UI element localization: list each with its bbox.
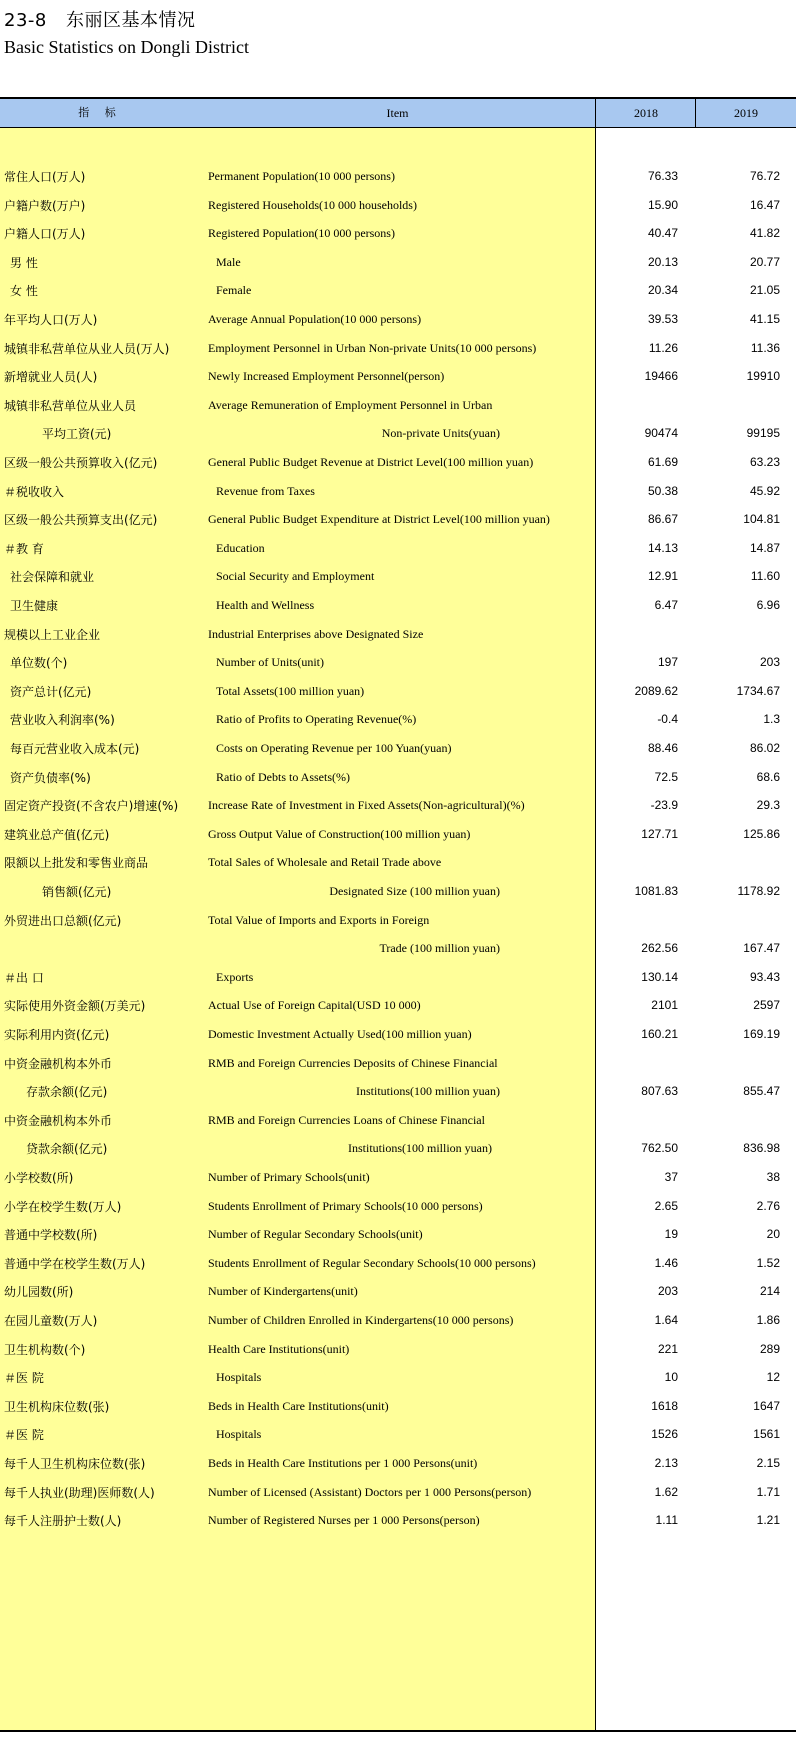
value-2018: 15.90 xyxy=(647,197,678,212)
indicator-zh: 年平均人口(万人) xyxy=(4,313,98,327)
indicator-zh: 中资金融机构本外币 xyxy=(4,1113,113,1128)
item-en: Permanent Population(10 000 persons) xyxy=(208,169,395,183)
table-row xyxy=(0,1132,796,1164)
value-2018: 1.46 xyxy=(654,1255,678,1270)
value-2018: 90474 xyxy=(644,426,678,441)
item-en: General Public Budget Expenditure at District Level(100 million yuan) xyxy=(208,512,550,527)
value-2018: 20.13 xyxy=(647,254,678,269)
table-row xyxy=(0,1275,796,1307)
value-2018: 262.56 xyxy=(641,941,678,956)
value-2019: 20.77 xyxy=(749,254,780,269)
indicator-zh: 每千人注册护士数(人) xyxy=(4,1514,122,1529)
value-2018: 1.62 xyxy=(654,1484,678,1499)
item-en: Domestic Investment Actually Used(100 million yuan) xyxy=(208,1027,472,1041)
header-item: Item xyxy=(386,106,409,120)
item-en: Students Enrollment of Primary Schools(10 000 persons) xyxy=(208,1198,483,1213)
value-2018: 39.53 xyxy=(647,312,678,326)
table-row xyxy=(0,703,796,735)
indicator-zh: 普通中学校数(所) xyxy=(4,1228,98,1243)
indicator-zh: 女 性 xyxy=(10,284,38,299)
value-2018: 762.50 xyxy=(641,1141,678,1156)
item-en: Newly Increased Employment Personnel(person) xyxy=(208,369,445,384)
item-en: Number of Kindergartens(unit) xyxy=(208,1284,358,1299)
indicator-zh: 每百元营业收入成本(元) xyxy=(10,742,140,756)
value-2018: 72.5 xyxy=(654,769,678,784)
table-row xyxy=(0,532,796,564)
table-row xyxy=(0,589,796,621)
indicator-zh: 小学校数(所) xyxy=(4,1171,74,1185)
item-en: Total Assets(100 million yuan) xyxy=(216,683,365,698)
table-row xyxy=(0,818,796,850)
item-en: Number of Registered Nurses per 1 000 Persons(person) xyxy=(208,1513,480,1528)
item-en: Registered Households(10 000 households) xyxy=(208,197,417,212)
value-2019: 41.15 xyxy=(749,312,780,326)
indicator-zh: 贷款余额(亿元) xyxy=(26,1142,108,1157)
value-2019: 169.19 xyxy=(743,1027,780,1041)
table-row xyxy=(0,1476,796,1508)
table-row xyxy=(0,989,796,1021)
statistics-table xyxy=(0,97,796,1529)
value-2019: 1647 xyxy=(753,1398,780,1413)
table-title-zh-text: 东丽区基本情况 xyxy=(66,10,196,31)
table-row xyxy=(0,1104,796,1136)
indicator-zh: 卫生机构数(个) xyxy=(4,1342,86,1357)
table-row xyxy=(0,1304,796,1336)
indicator-zh: 新增就业人员(人) xyxy=(4,370,98,385)
item-en: Designated Size (100 million yuan) xyxy=(329,884,500,898)
value-2018: 1618 xyxy=(651,1398,678,1413)
table-row xyxy=(0,1161,796,1193)
header-year-2018: 2018 xyxy=(595,99,696,127)
value-2019: 203 xyxy=(759,655,780,670)
item-en: Ratio of Debts to Assets(%) xyxy=(216,769,350,784)
indicator-zh: 城镇非私营单位从业人员(万人) xyxy=(4,341,170,356)
indicator-zh: 营业收入利润率(%) xyxy=(10,713,115,728)
table-bottom-rule xyxy=(0,1730,796,1732)
item-en: Male xyxy=(216,254,241,269)
item-en: Institutions(100 million yuan) xyxy=(348,1141,492,1156)
table-row xyxy=(0,332,796,364)
value-2018: 6.47 xyxy=(654,598,678,612)
value-2019: 29.3 xyxy=(756,798,780,813)
value-2018: 203 xyxy=(657,1284,678,1299)
indicator-zh: 男 性 xyxy=(10,255,38,270)
indicator-zh: ＃医 院 xyxy=(4,1371,44,1386)
value-2019: 836.98 xyxy=(743,1141,780,1156)
indicator-zh: 单位数(个) xyxy=(10,656,68,671)
value-2019: 68.6 xyxy=(756,769,780,784)
indicator-zh: 实际利用内资(亿元) xyxy=(4,1028,110,1042)
value-2019: 11.60 xyxy=(750,569,780,584)
value-2018: 19466 xyxy=(644,369,678,384)
item-en: Health and Wellness xyxy=(216,598,315,612)
value-2018: 10 xyxy=(664,1370,678,1385)
item-en: Female xyxy=(216,283,252,298)
value-2018: 37 xyxy=(664,1170,678,1184)
table-row xyxy=(0,503,796,535)
value-2019: 20 xyxy=(766,1227,780,1242)
item-en: Employment Personnel in Urban Non-private Units(10 000 persons) xyxy=(208,340,537,355)
indicator-zh: 户籍户数(万户) xyxy=(4,198,86,213)
item-en: Beds in Health Care Institutions per 1 000 Persons(unit) xyxy=(208,1456,478,1470)
value-2019: 1.21 xyxy=(756,1513,780,1528)
value-2019: 214 xyxy=(759,1284,780,1299)
value-2018: 50.38 xyxy=(647,483,678,498)
value-2018: 1.64 xyxy=(654,1313,678,1327)
indicator-zh: ＃医 院 xyxy=(4,1428,44,1443)
item-en: Number of Units(unit) xyxy=(216,655,324,670)
table-row xyxy=(0,446,796,478)
table-row xyxy=(0,761,796,793)
value-2019: 14.87 xyxy=(749,540,780,555)
indicator-zh: 固定资产投资(不含农户)增速(%) xyxy=(4,799,179,814)
item-en: Total Sales of Wholesale and Retail Trade above xyxy=(208,855,442,870)
value-2019: 2.76 xyxy=(756,1198,780,1213)
value-2018: 86.67 xyxy=(647,512,678,527)
value-2018: 127.71 xyxy=(641,826,678,841)
value-2019: 19910 xyxy=(746,369,780,384)
table-row xyxy=(0,1047,796,1079)
table-row xyxy=(0,904,796,936)
value-2018: 40.47 xyxy=(647,226,678,241)
value-2018: 61.69 xyxy=(647,455,678,469)
item-en: Number of Primary Schools(unit) xyxy=(208,1170,370,1184)
table-row xyxy=(0,246,796,278)
indicator-zh: 幼儿园数(所) xyxy=(4,1285,74,1300)
value-2018: 88.46 xyxy=(647,741,678,755)
item-en: Average Remuneration of Employment Personnel in Urban xyxy=(208,397,493,412)
value-2018: 197 xyxy=(657,655,678,670)
value-2018: 76.33 xyxy=(647,169,678,183)
value-2019: 2597 xyxy=(753,998,780,1013)
value-2018: 1.11 xyxy=(655,1513,678,1528)
table-row xyxy=(0,360,796,392)
table-row xyxy=(0,217,796,249)
item-en: RMB and Foreign Currencies Deposits of Chinese Financial xyxy=(208,1055,498,1070)
value-2019: 855.47 xyxy=(743,1084,780,1099)
table-row xyxy=(0,789,796,821)
value-2018: 11.26 xyxy=(648,340,678,355)
indicator-zh: 区级一般公共预算支出(亿元) xyxy=(4,513,158,528)
table-row xyxy=(0,675,796,707)
table-row xyxy=(0,274,796,306)
table-row xyxy=(0,560,796,592)
value-2019: 63.23 xyxy=(749,455,780,469)
table-row xyxy=(0,1218,796,1250)
value-2019: 2.15 xyxy=(756,1456,780,1470)
item-en: Education xyxy=(216,540,265,555)
indicator-zh: 存款余额(亿元) xyxy=(26,1085,108,1100)
value-2018: 19 xyxy=(664,1227,678,1242)
table-title-en: Basic Statistics on Dongli District xyxy=(4,37,249,57)
table-title-zh xyxy=(4,6,196,32)
value-2019: 1734.67 xyxy=(736,683,780,698)
indicator-zh: 每千人卫生机构床位数(张) xyxy=(4,1457,146,1471)
value-2018: 160.21 xyxy=(641,1027,678,1041)
item-en: Institutions(100 million yuan) xyxy=(356,1084,500,1099)
value-2018: 221 xyxy=(657,1341,678,1356)
value-2019: 104.81 xyxy=(743,512,780,527)
item-en: Industrial Enterprises above Designated Size xyxy=(208,626,424,641)
item-en: Trade (100 million yuan) xyxy=(379,941,500,956)
indicator-zh: 户籍人口(万人) xyxy=(4,227,86,242)
indicator-zh: 区级一般公共预算收入(亿元) xyxy=(4,456,158,470)
indicator-zh: 常住人口(万人) xyxy=(4,170,86,184)
value-2019: 12 xyxy=(766,1370,780,1385)
table-row xyxy=(0,646,796,678)
header-indicator: 指 标 xyxy=(78,106,122,119)
table-body xyxy=(0,128,796,1730)
indicator-zh: ＃税收收入 xyxy=(4,484,65,499)
item-en: Health Care Institutions(unit) xyxy=(208,1341,350,1356)
value-2019: 1.71 xyxy=(756,1484,780,1499)
value-2019: 99195 xyxy=(746,426,780,441)
indicator-zh: ＃出 口 xyxy=(4,970,44,985)
value-2019: 167.47 xyxy=(743,941,780,956)
indicator-zh: ＃教 育 xyxy=(4,541,44,556)
item-en: Registered Population(10 000 persons) xyxy=(208,226,395,241)
table-row xyxy=(0,1018,796,1050)
item-en: Actual Use of Foreign Capital(USD 10 000) xyxy=(208,998,421,1013)
indicator-zh: 建筑业总产值(亿元) xyxy=(4,827,110,842)
indicator-zh: 卫生健康 xyxy=(10,599,59,613)
table-row xyxy=(0,1504,796,1536)
indicator-zh: 小学在校学生数(万人) xyxy=(4,1199,122,1214)
header-year-2019: 2019 xyxy=(695,99,796,127)
item-en: Hospitals xyxy=(216,1370,262,1385)
indicator-zh: 社会保障和就业 xyxy=(10,570,95,585)
indicator-zh: 销售额(亿元) xyxy=(42,885,112,899)
item-en: Increase Rate of Investment in Fixed Assets(Non-agricultural)(%) xyxy=(208,798,525,813)
indicator-zh: 平均工资(元) xyxy=(42,427,112,442)
value-2019: 93.43 xyxy=(749,969,780,984)
indicator-zh: 城镇非私营单位从业人员 xyxy=(4,398,137,413)
item-en: Hospitals xyxy=(216,1427,262,1442)
table-row xyxy=(0,1418,796,1450)
value-2019: 125.86 xyxy=(743,826,780,841)
value-2019: 38 xyxy=(766,1170,780,1184)
indicator-zh: 卫生机构床位数(张) xyxy=(4,1399,110,1414)
value-2019: 21.05 xyxy=(749,283,780,298)
table-row xyxy=(0,1447,796,1479)
table-row xyxy=(0,961,796,993)
value-2018: 130.14 xyxy=(641,969,678,984)
value-2018: 2089.62 xyxy=(634,683,678,698)
table-row xyxy=(0,1390,796,1422)
value-2018: 1526 xyxy=(651,1427,678,1442)
value-2019: 6.96 xyxy=(756,598,780,612)
indicator-zh: 中资金融机构本外币 xyxy=(4,1056,113,1071)
value-2018: -0.4 xyxy=(657,712,678,727)
table-row xyxy=(0,618,796,650)
value-2018: 12.91 xyxy=(647,569,678,584)
indicator-zh: 实际使用外资金额(万美元) xyxy=(4,999,146,1014)
table-row xyxy=(0,732,796,764)
value-2019: 86.02 xyxy=(749,741,780,755)
value-2019: 1.3 xyxy=(763,712,780,727)
table-row xyxy=(0,475,796,507)
item-en: Social Security and Employment xyxy=(216,569,375,584)
item-en: General Public Budget Revenue at District Level(100 million yuan) xyxy=(208,455,534,469)
value-2018: 20.34 xyxy=(647,283,678,298)
item-en: Gross Output Value of Construction(100 million yuan) xyxy=(208,826,471,841)
indicator-zh: 外贸进出口总额(亿元) xyxy=(4,913,122,928)
item-en: Non-private Units(yuan) xyxy=(381,426,500,441)
item-en: Ratio of Profits to Operating Revenue(%) xyxy=(216,712,417,727)
indicator-zh: 在园儿童数(万人) xyxy=(4,1314,98,1328)
table-row xyxy=(0,875,796,907)
table-row xyxy=(0,1247,796,1279)
indicator-zh: 规模以上工业企业 xyxy=(4,627,101,642)
indicator-zh: 资产负债率(%) xyxy=(10,770,91,785)
table-row xyxy=(0,846,796,878)
indicator-zh: 资产总计(亿元) xyxy=(10,684,92,699)
value-2018: 14.13 xyxy=(647,540,678,555)
item-en: Costs on Operating Revenue per 100 Yuan(yuan) xyxy=(216,741,452,755)
table-row xyxy=(0,1333,796,1365)
item-en: Number of Licensed (Assistant) Doctors per 1 000 Persons(person) xyxy=(208,1484,532,1499)
table-row xyxy=(0,417,796,449)
item-en: Students Enrollment of Regular Secondary Schools(10 000 persons) xyxy=(208,1255,536,1270)
value-2019: 1561 xyxy=(753,1427,780,1442)
value-2019: 16.47 xyxy=(749,197,780,212)
value-2019: 76.72 xyxy=(749,169,780,183)
item-en: Beds in Health Care Institutions(unit) xyxy=(208,1398,389,1413)
value-2018: 2.65 xyxy=(654,1198,678,1213)
indicator-zh: 普通中学在校学生数(万人) xyxy=(4,1256,146,1271)
item-en: Exports xyxy=(216,969,254,984)
item-en: Revenue from Taxes xyxy=(216,483,315,498)
table-number: 23-8 xyxy=(4,10,47,31)
item-en: RMB and Foreign Currencies Loans of Chinese Financial xyxy=(208,1112,485,1127)
item-en: Number of Children Enrolled in Kindergartens(10 000 persons) xyxy=(208,1313,514,1327)
indicator-zh: 每千人执业(助理)医师数(人) xyxy=(4,1485,155,1500)
value-2018: 1081.83 xyxy=(634,884,678,898)
item-en: Total Value of Imports and Exports in Foreign xyxy=(208,912,430,927)
value-2019: 1178.92 xyxy=(737,884,780,898)
value-2019: 1.52 xyxy=(756,1255,780,1270)
value-2019: 45.92 xyxy=(749,483,780,498)
value-2018: 2.13 xyxy=(654,1456,678,1470)
value-2018: 2101 xyxy=(651,998,678,1013)
value-2019: 11.36 xyxy=(750,340,780,355)
table-header xyxy=(0,99,796,128)
table-row xyxy=(0,189,796,221)
table-row xyxy=(0,389,796,421)
value-2018: 807.63 xyxy=(641,1084,678,1099)
table-row xyxy=(0,303,796,335)
item-en: Average Annual Population(10 000 persons) xyxy=(208,312,422,326)
table-row xyxy=(0,1361,796,1393)
value-2019: 289 xyxy=(759,1341,780,1356)
value-2018: -23.9 xyxy=(650,798,678,813)
table-row xyxy=(0,932,796,964)
item-en: Number of Regular Secondary Schools(unit) xyxy=(208,1227,423,1242)
indicator-zh: 限额以上批发和零售业商品 xyxy=(4,856,149,871)
table-row xyxy=(0,1075,796,1107)
value-2019: 1.86 xyxy=(756,1313,780,1327)
value-2019: 41.82 xyxy=(749,226,780,241)
table-row xyxy=(0,160,796,192)
table-row xyxy=(0,1190,796,1222)
